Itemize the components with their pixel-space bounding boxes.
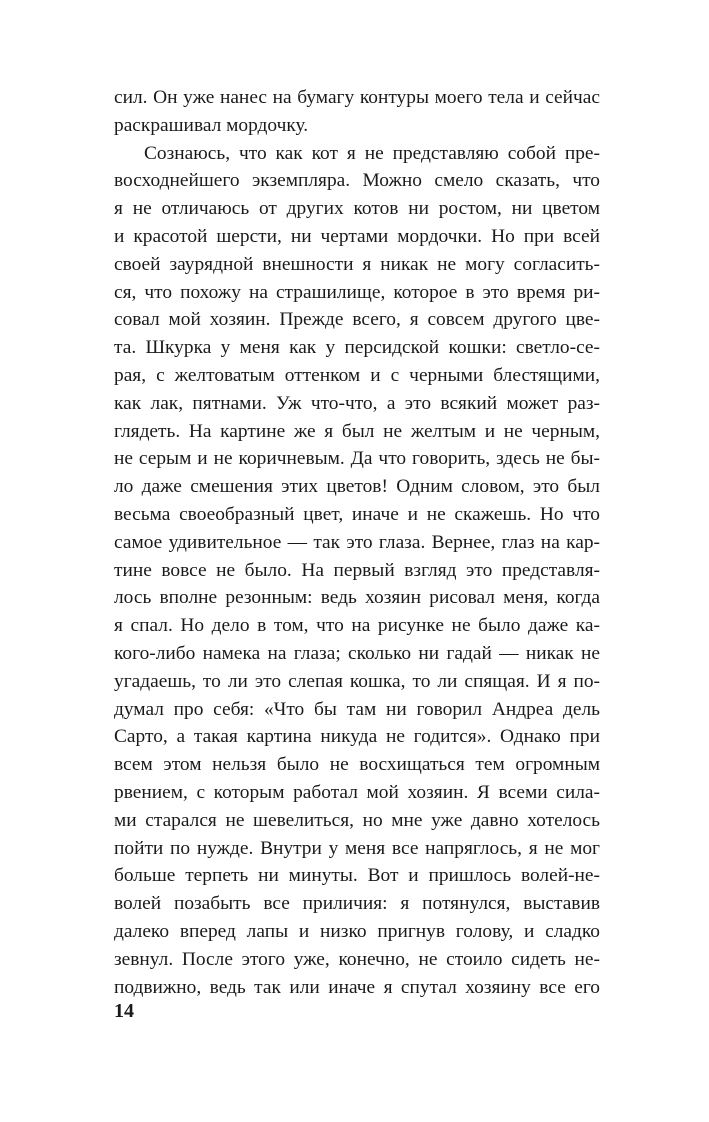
text-line: ми старался не шевелиться, но мне уже давно хотелось [114,809,600,831]
text-line: восходнейшего экземпляра. Можно смело сказать, что [114,170,600,192]
text-line: больше терпеть ни минуты. Вот и пришлось волей-не- [114,865,600,887]
text-line: самое удивительное — так это глаза. Вернее, глаз на кар- [114,531,600,553]
text-line: та. Шкурка у меня как у персидской кошки: светло-се- [114,337,600,359]
text-line: сил. Он уже нанес на бумагу контуры моего тела и сейчас [114,87,600,108]
body-text [114,84,600,1001]
text-line: Сознаюсь, что как кот я не представляю собой пре- [144,142,600,164]
text-line: и красотой шерсти, ни чертами мордочки. Но при всей [114,225,600,247]
text-line: угадаешь, то ли это слепая кошка, то ли спящая. И я по- [114,670,600,692]
text-line: тине вовсе не было. На первый взгляд это представля- [114,559,600,581]
page-number: 14 [114,1000,134,1022]
text-line: далеко вперед лапы и низко пригнув голову, и сладко [114,920,600,942]
text-line: кого-либо намека на глаза; сколько ни гадай — никак не [114,642,600,664]
text-line: не серым и не коричневым. Да что говорить, здесь не бы- [114,448,600,470]
text-line: глядеть. На картине же я был не желтым и не черным, [114,420,600,442]
text-line: ло даже смешения этих цветов! Одним словом, это был [114,476,600,498]
text-line: рвением, с которым работал мой хозяин. Я всеми сила- [114,781,600,803]
text-line: я не отличаюсь от других котов ни ростом, ни цветом [114,198,600,220]
text-line: зевнул. После этого уже, конечно, не стоило сидеть не- [114,948,600,970]
text-line: раскрашивал мордочку. [114,114,309,136]
text-line: лось вполне резонным: ведь хозяин рисовал меня, когда [114,587,600,609]
text-line: всем этом нельзя было не восхищаться тем огромным [114,754,600,776]
text-line: я спал. Но дело в том, что на рисунке не было даже ка- [114,615,600,637]
text-line: волей позабыть все приличия: я потянулся, выставив [114,893,600,915]
paragraph [114,140,600,1002]
text-line: ся, что похожу на страшилище, которое в это время ри- [114,281,600,303]
text-line: своей заурядной внешности я никак не могу согласить- [114,253,600,275]
text-line: рая, с желтоватым оттенком и с черными блестящими, [114,364,600,386]
text-line: думал про себя: «Что бы там ни говорил Андреа дель [114,698,600,720]
text-line: весьма своеобразный цвет, иначе и не скажешь. Но что [114,503,600,525]
text-line: подвижно, ведь так или иначе я спутал хозяину все его [114,976,600,998]
text-line: пойти по нужде. Внутри у меня все напряглось, я не мог [114,837,600,859]
paragraph [114,84,600,140]
text-line: как лак, пятнами. Уж что-что, а это всякий может раз- [114,392,600,414]
text-line: совал мой хозяин. Прежде всего, я совсем другого цве- [114,309,600,331]
text-line: Сарто, а такая картина никуда не годится». Однако при [114,726,600,748]
